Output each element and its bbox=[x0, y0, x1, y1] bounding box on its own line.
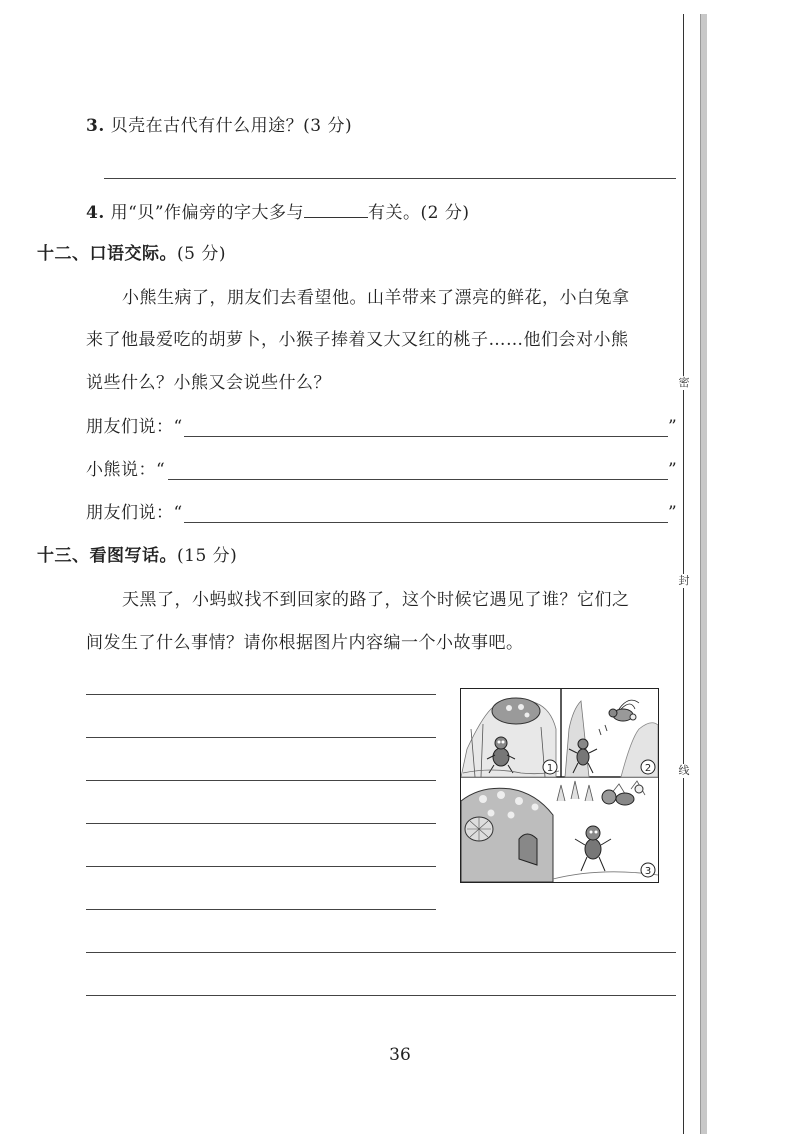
svg-text:1: 1 bbox=[546, 763, 554, 774]
svg-text:3: 3 bbox=[644, 866, 652, 877]
question-4-number: 4. bbox=[86, 203, 105, 223]
dialogue-label-friends-1: 朋友们说：“ bbox=[86, 417, 183, 437]
writing-line[interactable] bbox=[86, 952, 676, 953]
dialogue-close-quote-1: ” bbox=[668, 417, 678, 437]
panel-number-1 bbox=[543, 760, 557, 774]
comic-panel-3 bbox=[461, 781, 658, 882]
dialogue-label-bear: 小熊说：“ bbox=[86, 460, 166, 480]
question-4-blank[interactable] bbox=[304, 201, 368, 218]
dialogue-close-quote-2: ” bbox=[668, 460, 678, 480]
answer-line-q3[interactable] bbox=[104, 178, 676, 179]
writing-line[interactable] bbox=[86, 694, 436, 695]
margin-label-feng: 封 bbox=[676, 574, 692, 588]
section-12-score: (5 分) bbox=[177, 244, 226, 264]
section-13-paragraph-line-2: 间发生了什么事情？请你根据图片内容编一个小故事吧。 bbox=[86, 633, 524, 653]
dialogue-line-bear[interactable] bbox=[168, 479, 668, 480]
question-4-text-before: 用“贝”作偏旁的字大多与 bbox=[110, 203, 305, 223]
margin-label-xian: 线 bbox=[676, 764, 692, 778]
svg-text:2: 2 bbox=[644, 763, 652, 774]
section-13-title: 十三、看图写话。 bbox=[37, 546, 177, 566]
writing-line[interactable] bbox=[86, 909, 436, 910]
page-number: 36 bbox=[389, 1045, 411, 1065]
panel-number-3 bbox=[641, 863, 655, 877]
section-13-paragraph-line-1: 天黑了，小蚂蚁找不到回家的路了，这个时候它遇见了谁？它们之 bbox=[122, 590, 630, 610]
binding-strip bbox=[700, 14, 707, 1134]
margin-label-mi: 密 bbox=[676, 376, 692, 390]
section-12-paragraph-line-2: 来了他最爱吃的胡萝卜，小猴子捧着又大又红的桃子……他们会对小熊 bbox=[86, 330, 629, 350]
section-13-heading bbox=[37, 545, 237, 567]
section-13-score: (15 分) bbox=[177, 546, 238, 566]
question-3-text: 贝壳在古代有什么用途？(3 分) bbox=[110, 116, 353, 136]
dialogue-line-friends-1[interactable] bbox=[184, 436, 668, 437]
panel-number-2 bbox=[641, 760, 655, 774]
section-12-heading bbox=[37, 243, 226, 265]
section-12-paragraph-line-1: 小熊生病了，朋友们去看望他。山羊带来了漂亮的鲜花，小白兔拿 bbox=[122, 288, 630, 308]
question-4 bbox=[86, 201, 470, 224]
writing-line[interactable] bbox=[86, 866, 436, 867]
comic-illustration bbox=[460, 688, 659, 883]
section-12-paragraph-line-3: 说些什么？小熊又会说些什么？ bbox=[86, 373, 331, 393]
dialogue-close-quote-3: ” bbox=[668, 503, 678, 523]
question-3-number: 3. bbox=[86, 116, 105, 136]
writing-line[interactable] bbox=[86, 780, 436, 781]
writing-line[interactable] bbox=[86, 737, 436, 738]
question-3 bbox=[86, 115, 352, 137]
question-4-text-after: 有关。(2 分) bbox=[368, 203, 470, 223]
dialogue-line-friends-2[interactable] bbox=[184, 522, 668, 523]
dialogue-label-friends-2: 朋友们说：“ bbox=[86, 503, 183, 523]
writing-line[interactable] bbox=[86, 823, 436, 824]
writing-line[interactable] bbox=[86, 995, 676, 996]
section-12-title: 十二、口语交际。 bbox=[37, 244, 177, 264]
